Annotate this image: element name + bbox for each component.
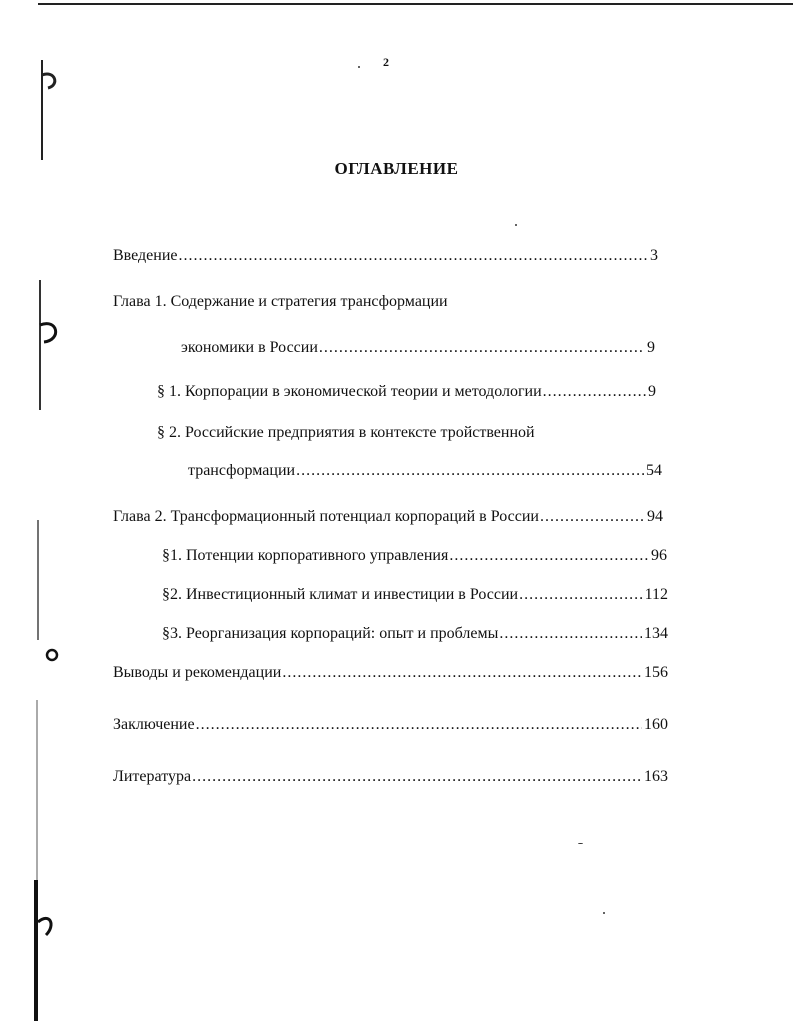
toc-entry-page: 3 — [650, 247, 658, 264]
page-number: 2 — [383, 55, 389, 69]
toc-entry-section-2-2[interactable] — [162, 585, 668, 605]
leader-dots — [319, 338, 645, 358]
leader-dots — [543, 382, 646, 402]
toc-entry-label: §3. Реорганизация корпораций: опыт и проблемы — [162, 625, 499, 642]
toc-entry-page: 160 — [644, 716, 668, 733]
leader-dots — [519, 585, 643, 605]
toc-entry-page: 96 — [651, 547, 667, 564]
toc-entry-conclusions[interactable] — [113, 663, 668, 683]
toc-entry-page: 134 — [644, 625, 668, 642]
toc-entry-label: Введение — [113, 247, 178, 264]
toc-entry-page: 112 — [644, 586, 668, 603]
toc-entry-literature[interactable] — [113, 767, 668, 787]
toc-entry-label: Выводы и рекомендации — [113, 664, 282, 681]
toc-entry-label: §2. Инвестиционный климат и инвестиции в России — [162, 586, 519, 603]
leader-dots — [196, 715, 642, 735]
scan-binding-edge — [0, 0, 70, 1021]
toc-entry-label: § 1. Корпорации в экономической теории и методологии — [157, 383, 542, 400]
leader-dots — [540, 507, 645, 527]
scan-speck — [358, 66, 360, 68]
leader-dots — [296, 461, 644, 481]
toc-entry-label: §1. Потенции корпоративного управления — [162, 547, 449, 564]
scan-speck — [603, 912, 605, 914]
leader-dots — [499, 624, 642, 644]
toc-entry-section-1-2[interactable] — [157, 423, 535, 443]
toc-entry-section-2-3[interactable] — [162, 624, 668, 644]
toc-entry-intro[interactable] — [113, 246, 658, 266]
toc-entry-label: трансформации — [188, 462, 296, 479]
leader-dots — [282, 663, 642, 683]
toc-entry-label: Глава 2. Трансформационный потенциал корпораций в России — [113, 508, 539, 525]
toc-entry-section-1-1[interactable] — [157, 382, 656, 402]
leader-dots — [179, 246, 649, 266]
toc-entry-chapter-1-cont[interactable] — [181, 338, 655, 358]
toc-entry-page: 9 — [647, 339, 655, 356]
top-border-line — [38, 3, 793, 5]
leader-dots — [192, 767, 642, 787]
toc-entry-chapter-1[interactable] — [113, 292, 448, 312]
page-title: ОГЛАВЛЕНИЕ — [334, 159, 459, 178]
scan-speck — [515, 224, 517, 226]
scan-speck — [578, 843, 583, 844]
toc-entry-page: 9 — [648, 383, 656, 400]
toc-entry-closing[interactable] — [113, 715, 668, 735]
toc-entry-label: Глава 1. Содержание и стратегия трансформации — [113, 293, 448, 310]
leader-dots — [449, 546, 649, 566]
toc-entry-label: § 2. Российские предприятия в контексте тройственной — [157, 424, 535, 441]
toc-entry-label: экономики в России — [181, 339, 318, 356]
toc-entry-label: Литература — [113, 768, 192, 785]
toc-entry-label: Заключение — [113, 716, 195, 733]
toc-entry-page: 163 — [644, 768, 668, 785]
toc-entry-chapter-2[interactable] — [113, 507, 663, 527]
toc-entry-section-2-1[interactable] — [162, 546, 667, 566]
toc-entry-page: 94 — [647, 508, 663, 525]
toc-entry-section-1-2-cont[interactable] — [188, 461, 662, 481]
toc-entry-page: 54 — [646, 462, 662, 479]
toc-entry-page: 156 — [644, 664, 668, 681]
